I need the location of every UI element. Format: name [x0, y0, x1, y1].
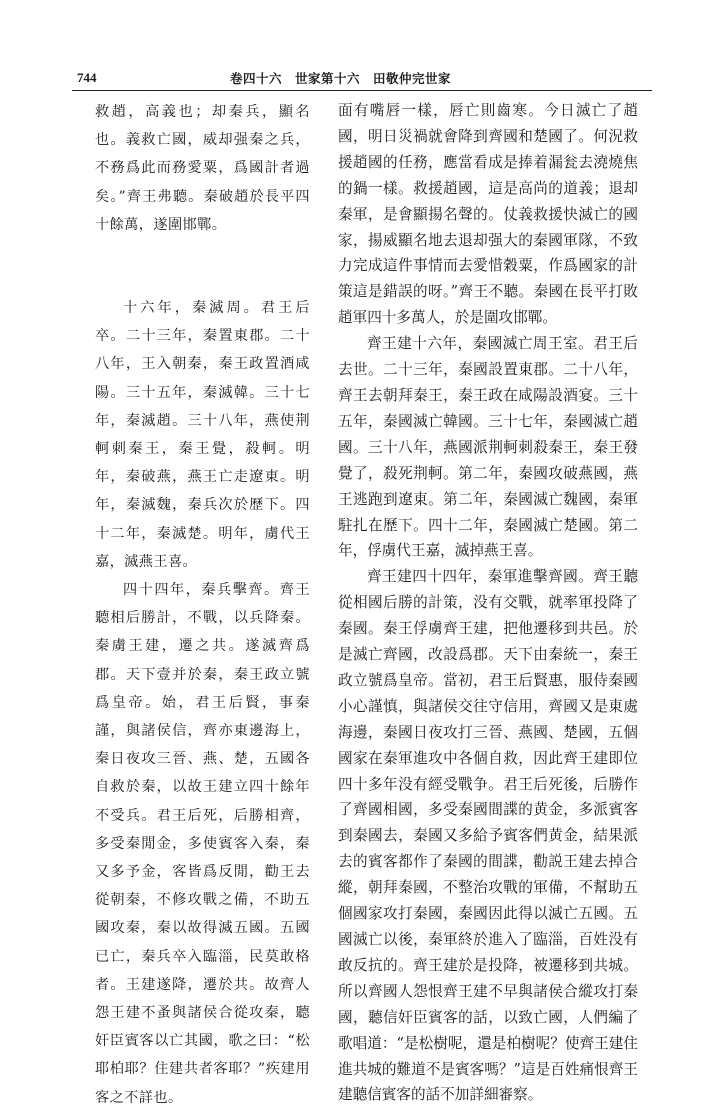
translation-paragraph: 齊王建四十四年，秦軍進擊齊國。齊王聽從相國后勝的計策，没有交戰，就率軍投降了秦國。秦王俘虜齊王建，把他遷移到共邑。於是滅亡齊國，改設爲郡。天下由秦統一，秦王政立號爲皇帝。當初，君王后賢惠，服侍秦國小心謹慎，與諸侯交往守信用，齊國又是東處海邊，秦國日夜攻打三晉、燕國、楚國，五個國家在秦軍進攻中各個自救，因此齊王建即位四十多年没有經受戰争。君王后死後，后勝作了齊國相國，多受秦國間諜的黄金，多派賓客到秦國去，秦國又多給予賓客們黄金，結果派去的賓客都作了秦國的間諜，勸説王建去掉合縱，朝拜秦國，不整治攻戰的軍備，不幫助五個國家攻打秦國，秦國因此得以滅亡五國。五國滅亡以後，秦軍終於進入了臨淄，百姓没有敢反抗的。齊王建於是投降，被遷移到共城。所以齊國人怨恨齊王建不早與諸侯合縱攻打秦國，聽信奸臣賓客的話，以致亡國，人們編了歌唱道：“是松樹呢，還是柏樹呢？使齊王建住進共城的難道不是賓客嗎？”這是百姓痛恨齊王建聽信賓客的話不加詳細審察。 — [338, 568, 638, 1104]
classical-text-block-2 — [95, 294, 310, 1112]
running-head: 卷四十六 世家第十六 田敬仲完世家 — [230, 71, 452, 86]
translation-paragraph: 齊王建十六年，秦國滅亡周王室。君王后去世。二十三年，秦國設置東郡。二十八年，齊王去朝拜秦王，秦王政在咸陽設酒宴。三十五年，秦國滅亡韓國。三十七年，秦國滅亡趙國。三十八年，燕國派荆軻刺殺秦王，秦王發覺了，殺死荆軻。第二年，秦國攻破燕國，燕王逃跑到遼東。第二年，秦國滅亡魏國，秦軍駐扎在歷下。四十二年，秦國滅亡楚國。第二年，俘虜代王嘉，滅掉燕王喜。 — [338, 335, 638, 560]
classical-paragraph: 救趙，高義也；却秦兵，顯名也。義救亡國，威却强秦之兵，不務爲此而務愛粟，爲國計者過矣。”齊王弗聽。秦破趙於長平四十餘萬，遂圍邯鄲。 — [95, 104, 310, 233]
classical-paragraph: 四十四年，秦兵擊齊。齊王聽相后勝計，不戰，以兵降秦。秦虜王建，遷之共。遂滅齊爲郡。天下壹并於秦，秦王政立號爲皇帝。始，君王后賢，事秦謹，與諸侯信，齊亦東邊海上，秦日夜攻三晉、燕、楚，五國各自救於秦，以故王建立四十餘年不受兵。君王后死，后勝相齊，多受秦閒金，多使賓客入秦，秦又多予金，客皆爲反閒，勸王去從朝秦，不修攻戰之備，不助五國攻秦，秦以故得滅五國。五國已亡，秦兵卒入臨淄，民莫敢格者。王建遂降，遷於共。故齊人怨王建不蚤與諸侯合從攻秦，聽奸臣賓客以亡其國，歌之曰：“松耶柏耶？住建共者客耶？”疾建用客之不詳也。 — [95, 582, 310, 1106]
classical-text-block-1 — [95, 98, 310, 239]
header-rule — [72, 90, 652, 91]
classical-paragraph: 十六年，秦滅周。君王后卒。二十三年，秦置東郡。二十八年，王入朝秦，秦王政置酒咸陽。三十五年，秦滅韓。三十七年，秦滅趙。三十八年，燕使荆軻刺秦王，秦王覺，殺軻。明年，秦破燕，燕王亡走遼東。明年，秦滅魏，秦兵次於歷下。四十二年，秦滅楚。明年，虜代王嘉，滅燕王喜。 — [95, 300, 310, 570]
page-number: 744 — [77, 70, 97, 85]
translation-paragraph: 面有嘴唇一樣，唇亡則齒寒。今日滅亡了趙國，明日災禍就會降到齊國和楚國了。何況救援趙國的任務，應當看成是捧着漏瓮去澆燒焦的鍋一樣。救援趙國，這是高尚的道義；退却秦軍，是會顯揚名聲的。仗義救援快滅亡的國家，揚威顯名地去退却强大的秦國軍隊，不致力完成這件事情而去愛惜穀粟，作爲國家的計策這是錯誤的呀。”齊王不聽。秦國在長平打敗趙軍四十多萬人，於是圍攻邯鄲。 — [338, 102, 638, 327]
translation-column — [338, 98, 638, 1108]
